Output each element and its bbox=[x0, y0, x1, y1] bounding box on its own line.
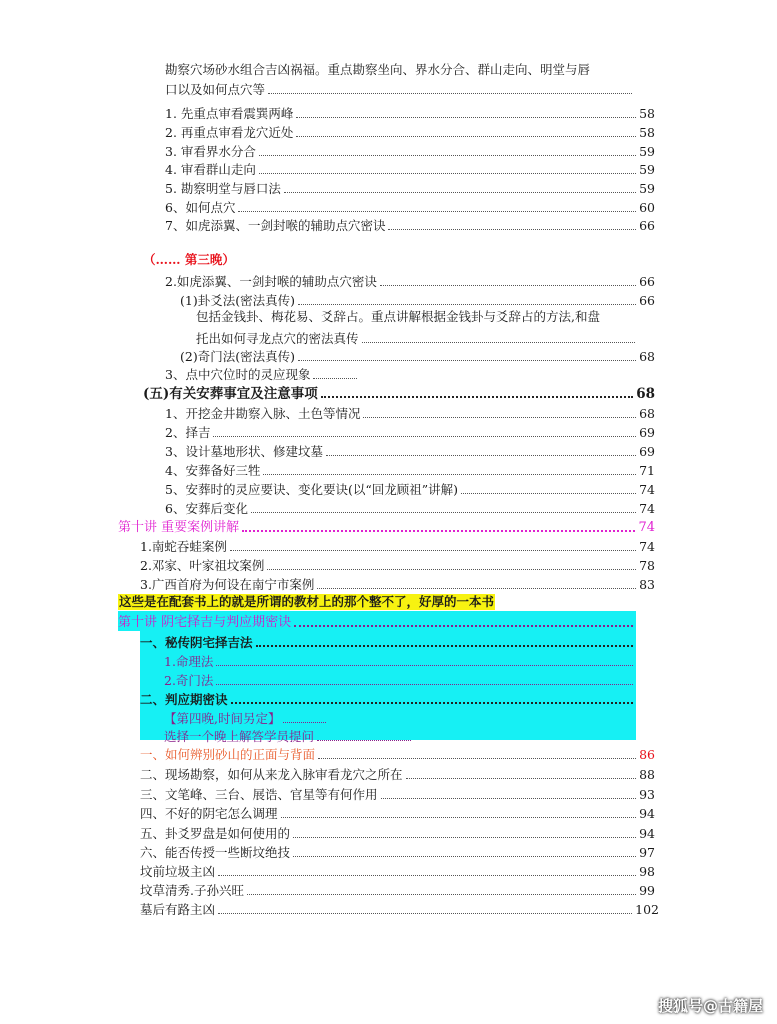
page-number: 102 bbox=[635, 902, 659, 917]
toc-entry: 五、卦爻罗盘是如何使用的 94 bbox=[140, 826, 655, 841]
toc-entry: 墓后有路主凶 102 bbox=[140, 902, 659, 917]
page-number: 74 bbox=[638, 520, 655, 535]
page-number: 93 bbox=[639, 787, 655, 802]
desc-line-1: 包括金钱卦、梅花易、爻辞占。重点讲解根据金钱卦与爻辞占的方法,和盘 bbox=[196, 309, 600, 324]
toc-entry: 四、不好的阴宅怎么调理 94 bbox=[140, 806, 655, 821]
toc-entry: 3、设计墓地形状、修建坟墓 69 bbox=[165, 444, 655, 459]
page-number: 59 bbox=[639, 181, 655, 196]
page-number: 66 bbox=[639, 274, 655, 289]
page-number: 74 bbox=[639, 482, 655, 497]
lecture-10-cases-heading: 第十讲 重要案例讲解 74 bbox=[118, 520, 655, 535]
toc-entry: 3.广西首府为何设在南宁市案例 83 bbox=[140, 577, 655, 592]
page-number: 99 bbox=[639, 883, 655, 898]
subsection-heading: 二、判应期密诀 bbox=[140, 687, 636, 708]
toc-entry: 二、现场勘察，如何从来龙入脉审看龙穴之所在 88 bbox=[140, 767, 655, 782]
toc-entry: 坟草清秀.子孙兴旺 99 bbox=[140, 883, 655, 898]
page-number: 88 bbox=[639, 767, 655, 782]
page-number: 98 bbox=[639, 864, 655, 879]
toc-entry: 4、安葬备好三牲 71 bbox=[165, 463, 655, 478]
toc-entry: 三、文笔峰、三台、展诰、官星等有何作用 93 bbox=[140, 787, 655, 802]
toc-entry: 1.命理法 bbox=[164, 649, 636, 670]
toc-entry: 坟前垃圾主凶 98 bbox=[140, 864, 655, 879]
page-number: 69 bbox=[639, 444, 655, 459]
toc-entry: 3. 审看界水分合 59 bbox=[165, 144, 655, 159]
page-number: 59 bbox=[639, 162, 655, 177]
page-number: 94 bbox=[639, 826, 655, 841]
page-number: 71 bbox=[639, 463, 655, 478]
page-number: 68 bbox=[639, 349, 655, 364]
page-number: 66 bbox=[639, 218, 655, 233]
toc-entry: 7、如虎添翼、一剑封喉的辅助点穴密诀 66 bbox=[165, 218, 655, 233]
page-number: 58 bbox=[639, 125, 655, 140]
page-number: 68 bbox=[639, 406, 655, 421]
toc-entry: 六、能否传授一些断坟绝技 97 bbox=[140, 845, 655, 860]
page-number: 86 bbox=[639, 747, 655, 762]
fourth-night-note: 【第四晚,时间另定】 bbox=[164, 706, 329, 727]
desc-line-2: 托出如何寻龙点穴的密法真传 bbox=[196, 326, 638, 347]
section-5-title: (五)有关安葬事宜及注意事项 68 bbox=[143, 386, 655, 402]
toc-entry: 1、开挖金井勘察入脉、土色等情况 68 bbox=[165, 406, 655, 421]
toc-entry: 2.奇门法 bbox=[164, 668, 636, 689]
page-number: 58 bbox=[639, 106, 655, 121]
third-night-heading: （…… 第三晚） bbox=[143, 252, 235, 267]
page-number: 68 bbox=[636, 386, 655, 402]
toc-entry: 3、点中穴位时的灵应现象 bbox=[165, 362, 360, 383]
yellow-annotation: 这些是在配套书上的就是所谓的教材上的那个整不了，好厚的一本书 bbox=[119, 594, 495, 609]
toc-entry: 6、安葬后变化 74 bbox=[165, 501, 655, 516]
page-number: 74 bbox=[639, 501, 655, 516]
page-number: 69 bbox=[639, 425, 655, 440]
page-number: 60 bbox=[639, 200, 655, 215]
toc-entry: 2.邓家、叶家祖坟案例 78 bbox=[140, 558, 655, 573]
toc-entry: 2.如虎添翼、一剑封喉的辅助点穴密诀 66 bbox=[165, 274, 655, 289]
toc-entry: 6、如何点穴 60 bbox=[165, 200, 655, 215]
intro-line-1: 勘察穴场砂水组合吉凶祸福。重点勘察坐向、界水分合、群山走向、明堂与唇 bbox=[165, 62, 591, 77]
toc-entry: 1. 先重点审看震巽两峰 58 bbox=[165, 106, 655, 121]
toc-entry: 4. 审看群山走向 59 bbox=[165, 162, 655, 177]
toc-entry: 5、安葬时的灵应要诀、变化要诀(以“回龙顾祖”讲解) 74 bbox=[165, 482, 655, 497]
toc-entry: 2、择吉 69 bbox=[165, 425, 655, 440]
qa-note: 选择一个晚上解答学员提问 bbox=[164, 724, 414, 745]
page-number: 83 bbox=[639, 577, 655, 592]
intro-line-2 bbox=[165, 77, 635, 98]
toc-entry: 1.南蛇吞蛙案例 74 bbox=[140, 539, 655, 554]
toc-entry: 一、如何辨别砂山的正面与背面 86 bbox=[140, 747, 655, 762]
toc-entry: 5. 勘察明堂与唇口法 59 bbox=[165, 181, 655, 196]
lecture-10-yin-heading: 第十讲 阴宅择吉与判应期密诀 bbox=[118, 610, 636, 631]
intro-line-2-text: 口以及如何点穴等 bbox=[165, 82, 266, 97]
page-number: 66 bbox=[639, 293, 655, 308]
page-number: 74 bbox=[639, 539, 655, 554]
toc-entry: (2)奇门法(密法真传) 68 bbox=[180, 349, 655, 364]
toc-entry: 2. 再重点审看龙穴近处 58 bbox=[165, 125, 655, 140]
watermark-text: 搜狐号@古籍屋 bbox=[657, 997, 763, 1015]
page-number: 59 bbox=[639, 144, 655, 159]
toc-entry: (1)卦爻法(密法真传) 66 bbox=[180, 293, 655, 308]
page-number: 94 bbox=[639, 806, 655, 821]
subsection-heading: 一、秘传阴宅择吉法 bbox=[140, 630, 636, 651]
page-number: 78 bbox=[639, 558, 655, 573]
leader-dots bbox=[268, 93, 632, 94]
page-number: 97 bbox=[639, 845, 655, 860]
